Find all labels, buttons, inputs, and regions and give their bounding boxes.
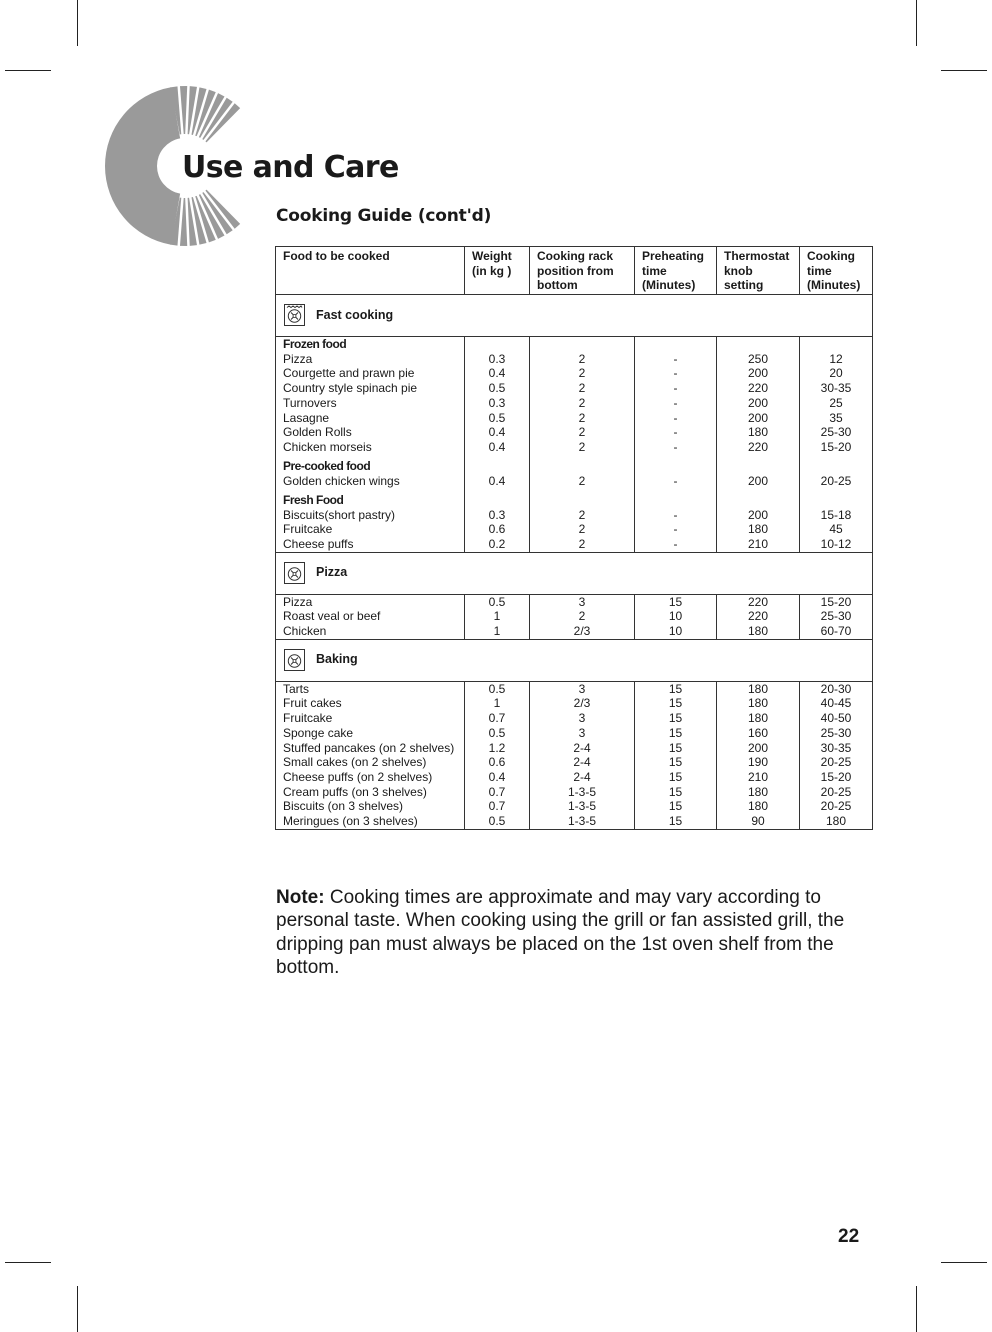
section-subtitle: Cooking Guide (cont'd) xyxy=(276,206,492,226)
table-value: 0.5 xyxy=(488,410,506,425)
table-value: 3 xyxy=(578,681,586,696)
header-rack-position: Cooking rack position from bottom xyxy=(530,247,635,295)
table-value: 45 xyxy=(829,522,843,537)
table-value: 15 xyxy=(668,769,683,784)
table-value: 1 xyxy=(493,609,501,624)
table-section-header xyxy=(276,295,873,337)
table-value: 90 xyxy=(751,813,765,828)
preheat-cell xyxy=(635,681,717,829)
note-paragraph xyxy=(276,886,866,979)
table-value: - xyxy=(673,473,678,488)
page-title: Use and Care xyxy=(182,150,399,185)
food-group-label: Frozen food xyxy=(283,337,347,352)
table-value: 25-30 xyxy=(820,609,852,624)
table-value: 2 xyxy=(578,609,586,624)
table-value: 15 xyxy=(668,740,683,755)
table-value: 0.6 xyxy=(488,522,506,537)
table-value: 0.5 xyxy=(488,381,506,396)
thermostat-cell xyxy=(717,681,800,829)
table-value: 25 xyxy=(829,395,843,410)
note-label: Note: xyxy=(276,887,325,908)
crop-mark xyxy=(77,0,78,46)
table-value: 15 xyxy=(668,711,683,726)
table-value: 40-45 xyxy=(820,696,852,711)
note-text: Cooking times are approximate and may vary according to personal taste. When cooking using the grill or fan assisted grill, the dripping pan must always be placed on the 1st oven shelf from the bottom. xyxy=(276,887,845,978)
table-value: 2 xyxy=(578,537,586,552)
table-value: 12 xyxy=(829,351,843,366)
table-header-row xyxy=(276,247,873,295)
table-value: 0.5 xyxy=(488,813,506,828)
table-value: 0.7 xyxy=(488,784,506,799)
food-name: Cheese puffs xyxy=(283,537,354,552)
table-value: 180 xyxy=(747,784,769,799)
section-label: Pizza xyxy=(316,565,348,580)
table-value: 2/3 xyxy=(573,624,591,639)
table-value: 15 xyxy=(668,725,683,740)
table-value: 15-20 xyxy=(820,594,852,609)
food-name: Biscuits(short pastry) xyxy=(283,507,396,522)
table-section-header xyxy=(276,552,873,594)
table-value: 0.3 xyxy=(488,395,506,410)
table-value: 1-3-5 xyxy=(567,799,596,814)
header-thermostat: Thermostat knob setting xyxy=(717,247,800,295)
crop-mark xyxy=(77,1286,78,1332)
food-cell xyxy=(276,337,465,553)
table-value: 15 xyxy=(668,594,683,609)
food-name: Courgette and prawn pie xyxy=(283,366,415,381)
preheat-cell xyxy=(635,337,717,553)
thermostat-cell xyxy=(717,594,800,639)
weight-cell xyxy=(465,681,530,829)
table-value: 0.4 xyxy=(488,473,506,488)
table-value: 180 xyxy=(747,696,769,711)
table-data-row xyxy=(276,337,873,553)
table-value: 20-25 xyxy=(820,799,852,814)
table-value: - xyxy=(673,507,678,522)
table-value: 0.5 xyxy=(488,594,506,609)
table-value: 25-30 xyxy=(820,425,852,440)
table-value: 0.5 xyxy=(488,681,506,696)
table-value: 2-4 xyxy=(573,740,591,755)
table-value: 180 xyxy=(825,813,847,828)
food-name: Pizza xyxy=(283,351,313,366)
food-group-label: Fresh Food xyxy=(283,492,344,507)
table-value: 15 xyxy=(668,696,683,711)
food-name: Small cakes (on 2 shelves) xyxy=(283,755,427,770)
rack-cell xyxy=(530,337,635,553)
table-value: 190 xyxy=(747,755,769,770)
header-weight: Weight (in kg ) xyxy=(465,247,530,295)
food-name: Golden chicken wings xyxy=(283,473,400,488)
header-cooking-time: Cooking time (Minutes) xyxy=(800,247,873,295)
table-value: 15-18 xyxy=(820,507,852,522)
section-label: Baking xyxy=(316,652,358,667)
food-cell xyxy=(276,681,465,829)
cooking-time-cell xyxy=(800,337,873,553)
table-value: 210 xyxy=(747,769,769,784)
food-name: Chicken xyxy=(283,624,327,639)
table-value: 220 xyxy=(747,609,769,624)
table-value: 3 xyxy=(578,711,586,726)
thermostat-cell xyxy=(717,337,800,553)
crop-mark xyxy=(916,0,917,46)
table-value: 25-30 xyxy=(820,725,852,740)
table-value: 2 xyxy=(578,381,586,396)
table-value: 0.4 xyxy=(488,769,506,784)
table-value: 2 xyxy=(578,366,586,381)
table-value: 0.2 xyxy=(488,537,506,552)
table-value: 20-25 xyxy=(820,755,852,770)
table-value: 30-35 xyxy=(820,740,852,755)
table-value: - xyxy=(673,425,678,440)
table-value: 1-3-5 xyxy=(567,813,596,828)
food-name: Golden Rolls xyxy=(283,425,352,440)
table-value: 210 xyxy=(747,537,769,552)
food-name: Country style spinach pie xyxy=(283,381,418,396)
table-value: 0.3 xyxy=(488,507,506,522)
table-value: 2 xyxy=(578,507,586,522)
rack-cell xyxy=(530,681,635,829)
table-section-header xyxy=(276,639,873,681)
section-label: Fast cooking xyxy=(316,307,394,322)
crop-mark xyxy=(941,1262,987,1263)
table-value: 3 xyxy=(578,594,586,609)
table-value: 15-20 xyxy=(820,439,852,454)
table-value: 15 xyxy=(668,799,683,814)
table-value: 20-25 xyxy=(820,473,852,488)
food-cell xyxy=(276,594,465,639)
crop-mark xyxy=(941,70,987,71)
table-value: 2 xyxy=(578,410,586,425)
preheat-cell xyxy=(635,594,717,639)
table-value: 0.4 xyxy=(488,425,506,440)
table-value: 2 xyxy=(578,395,586,410)
table-value: 2 xyxy=(578,522,586,537)
cooking-time-cell xyxy=(800,594,873,639)
food-name: Turnovers xyxy=(283,395,337,410)
table-value: 2/3 xyxy=(573,696,591,711)
page-number: 22 xyxy=(838,1226,860,1247)
header-food: Food to be cooked xyxy=(276,247,465,295)
weight-cell xyxy=(465,337,530,553)
food-group-label: Pre-cooked food xyxy=(283,459,371,474)
table-value: 200 xyxy=(747,395,769,410)
table-value: - xyxy=(673,366,678,381)
fan-oven-with-grill-icon xyxy=(284,304,305,326)
table-value: 0.7 xyxy=(488,799,506,814)
table-value: 1 xyxy=(493,696,501,711)
food-name: Lasagne xyxy=(283,410,330,425)
table-value: 2 xyxy=(578,473,586,488)
fan-oven-icon xyxy=(284,649,305,671)
table-value: 1 xyxy=(493,624,501,639)
table-value: 180 xyxy=(747,681,769,696)
cooking-time-cell xyxy=(800,681,873,829)
table-value: 20 xyxy=(829,366,843,381)
table-value: 180 xyxy=(747,522,769,537)
table-value: 15 xyxy=(668,784,683,799)
table-value: 1-3-5 xyxy=(567,784,596,799)
table-value: - xyxy=(673,522,678,537)
table-value: - xyxy=(673,381,678,396)
table-value: 15 xyxy=(668,755,683,770)
table-value: 2 xyxy=(578,351,586,366)
food-name: Meringues (on 3 shelves) xyxy=(283,813,418,828)
table-value: 200 xyxy=(747,366,769,381)
table-value: 180 xyxy=(747,711,769,726)
table-value: 180 xyxy=(747,624,769,639)
food-name: Fruitcake xyxy=(283,522,333,537)
food-name: Chicken morseis xyxy=(283,439,372,454)
table-value: 20-25 xyxy=(820,784,852,799)
table-value: 200 xyxy=(747,410,769,425)
table-value: 3 xyxy=(578,725,586,740)
crop-mark xyxy=(5,70,51,71)
fan-oven-icon xyxy=(284,562,305,584)
table-value: 40-50 xyxy=(820,711,852,726)
table-value: 220 xyxy=(747,381,769,396)
food-name: Cream puffs (on 3 shelves) xyxy=(283,784,427,799)
rack-cell xyxy=(530,594,635,639)
table-value: 180 xyxy=(747,799,769,814)
table-value: - xyxy=(673,537,678,552)
table-value: 35 xyxy=(829,410,843,425)
food-name: Pizza xyxy=(283,594,313,609)
table-value: 200 xyxy=(747,740,769,755)
table-value: 2 xyxy=(578,439,586,454)
table-value: 15 xyxy=(668,681,683,696)
table-value: 60-70 xyxy=(820,624,852,639)
crop-mark xyxy=(5,1262,51,1263)
table-value: 180 xyxy=(747,425,769,440)
table-value: 30-35 xyxy=(820,381,852,396)
food-name: Biscuits (on 3 shelves) xyxy=(283,799,404,814)
table-value: 2-4 xyxy=(573,755,591,770)
table-value: 2-4 xyxy=(573,769,591,784)
table-value: 220 xyxy=(747,439,769,454)
table-value: 0.4 xyxy=(488,366,506,381)
food-name: Cheese puffs (on 2 shelves) xyxy=(283,769,433,784)
table-value: 0.7 xyxy=(488,711,506,726)
table-data-row xyxy=(276,681,873,829)
table-value: 0.6 xyxy=(488,755,506,770)
table-value: 2 xyxy=(578,425,586,440)
table-value: - xyxy=(673,439,678,454)
weight-cell xyxy=(465,594,530,639)
table-value: 160 xyxy=(747,725,769,740)
table-value: - xyxy=(673,410,678,425)
table-value: - xyxy=(673,395,678,410)
food-name: Fruit cakes xyxy=(283,696,342,711)
table-value: 15-20 xyxy=(820,769,852,784)
table-value: 10 xyxy=(668,609,683,624)
table-value: 10 xyxy=(668,624,683,639)
table-value: 15 xyxy=(668,813,683,828)
table-value: 10-12 xyxy=(820,537,852,552)
table-value: 200 xyxy=(747,473,769,488)
table-value: 0.3 xyxy=(488,351,506,366)
food-name: Sponge cake xyxy=(283,725,354,740)
table-value: 0.4 xyxy=(488,439,506,454)
table-value: - xyxy=(673,351,678,366)
header-preheating-time: Preheating time (Minutes) xyxy=(635,247,717,295)
table-value: 1.2 xyxy=(488,740,506,755)
food-name: Tarts xyxy=(283,681,310,696)
food-name: Stuffed pancakes (on 2 shelves) xyxy=(283,740,455,755)
cooking-guide-table xyxy=(275,246,873,830)
crop-mark xyxy=(916,1286,917,1332)
food-name: Fruitcake xyxy=(283,711,333,726)
table-value: 200 xyxy=(747,507,769,522)
table-value: 20-30 xyxy=(820,681,852,696)
table-value: 0.5 xyxy=(488,725,506,740)
food-name: Roast veal or beef xyxy=(283,609,381,624)
table-value: 220 xyxy=(747,594,769,609)
table-value: 250 xyxy=(747,351,769,366)
table-data-row xyxy=(276,594,873,639)
